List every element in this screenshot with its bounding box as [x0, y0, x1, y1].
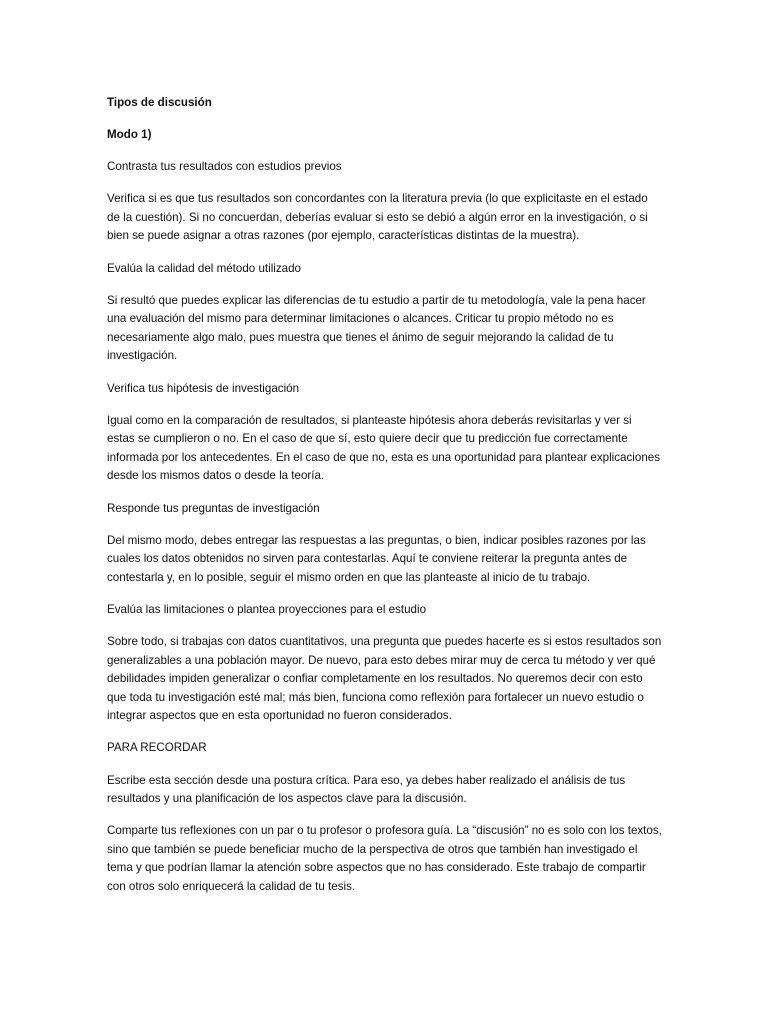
section-heading-limitations: Evalúa las limitaciones o plantea proyecciones para el estudio — [107, 602, 427, 616]
section-heading-hypotheses: Verifica tus hipótesis de investigación — [107, 381, 300, 395]
section-body-limitations: Sobre todo, si trabajas con datos cuantitativos, una pregunta que puedes hacerte es si estos resultados son generalizables a una población mayor. De nuevo, para esto debes mirar muy de cerca tu método y ver qué debilidades impiden generalizar o confiar completamente en los resultados. No queremos decir con esto que toda tu investigación esté mal; más bien, funciona como reflexión para fortalecer un nuevo estudio o integrar aspectos que en esta oportunidad no fueron considerados. — [107, 634, 662, 723]
section-body-method-quality: Si resultó que puedes explicar las diferencias de tu estudio a partir de tu metodología, vale la pena hacer una evaluación del mismo para determinar limitaciones o alcances. Criticar tu propio método no es necesariamente algo malo, pues muestra que tienes el ánimo de seguir mejorando la calidad de tu investigación. — [107, 293, 646, 363]
section-heading-research-questions: Responde tus preguntas de investigación — [107, 501, 320, 515]
reminder-paragraph: Escribe esta sección desde una postura crítica. Para eso, ya debes haber realizado el análisis de tus resultados y una planificación de los aspectos clave para la discusión. — [107, 773, 626, 806]
section-body-hypotheses: Igual como en la comparación de resultados, si planteaste hipótesis ahora deberás revisitarlas y ver si estas se cumplieron o no. En el caso de que sí, esto quiere decir que tu predicción fue correctamente informada por los antecedentes. En el caso de que no, esta es una oportunidad para plantear explicaciones desde los mismos datos o desde la teoría. — [107, 413, 661, 483]
document-page — [107, 94, 662, 910]
section-heading-method-quality: Evalúa la calidad del método utilizado — [107, 261, 301, 275]
section-body-research-questions: Del mismo modo, debes entregar las respuestas a las preguntas, o bien, indicar posibles razones por las cuales los datos obtenidos no sirven para contestarlas. Aquí te conviene reiterar la pregunta antes de contestarla y, en lo posible, seguir el mismo orden en que las planteaste al inicio de tu trabajo. — [107, 533, 646, 584]
document-title: Tipos de discusión — [107, 96, 212, 109]
mode-heading: Modo 1) — [107, 128, 152, 142]
reminder-paragraph: Comparte tus reflexiones con un par o tu profesor o profesora guía. La “discusión” no es solo con los textos, sino que también se puede beneficiar mucho de la perspectiva de otros que también han investigado el tema y que podrían llamar la atención sobre aspectos que no has considerado. Este trabajo de compartir con otros solo enriquecerá la calidad de tu tesis. — [107, 824, 662, 893]
section-heading-contrast-results: Contrasta tus resultados con estudios previos — [107, 160, 342, 174]
reminder-heading: PARA RECORDAR — [107, 741, 207, 755]
section-body-contrast-results: Verifica si es que tus resultados son concordantes con la literatura previa (lo que explicitaste en el estado de la cuestión). Si no concuerdan, deberías evaluar si esto se debió a algún error en la investigación, o si bien se puede asignar a otras razones (por ejemplo, características distintas de la muestra). — [107, 192, 648, 243]
